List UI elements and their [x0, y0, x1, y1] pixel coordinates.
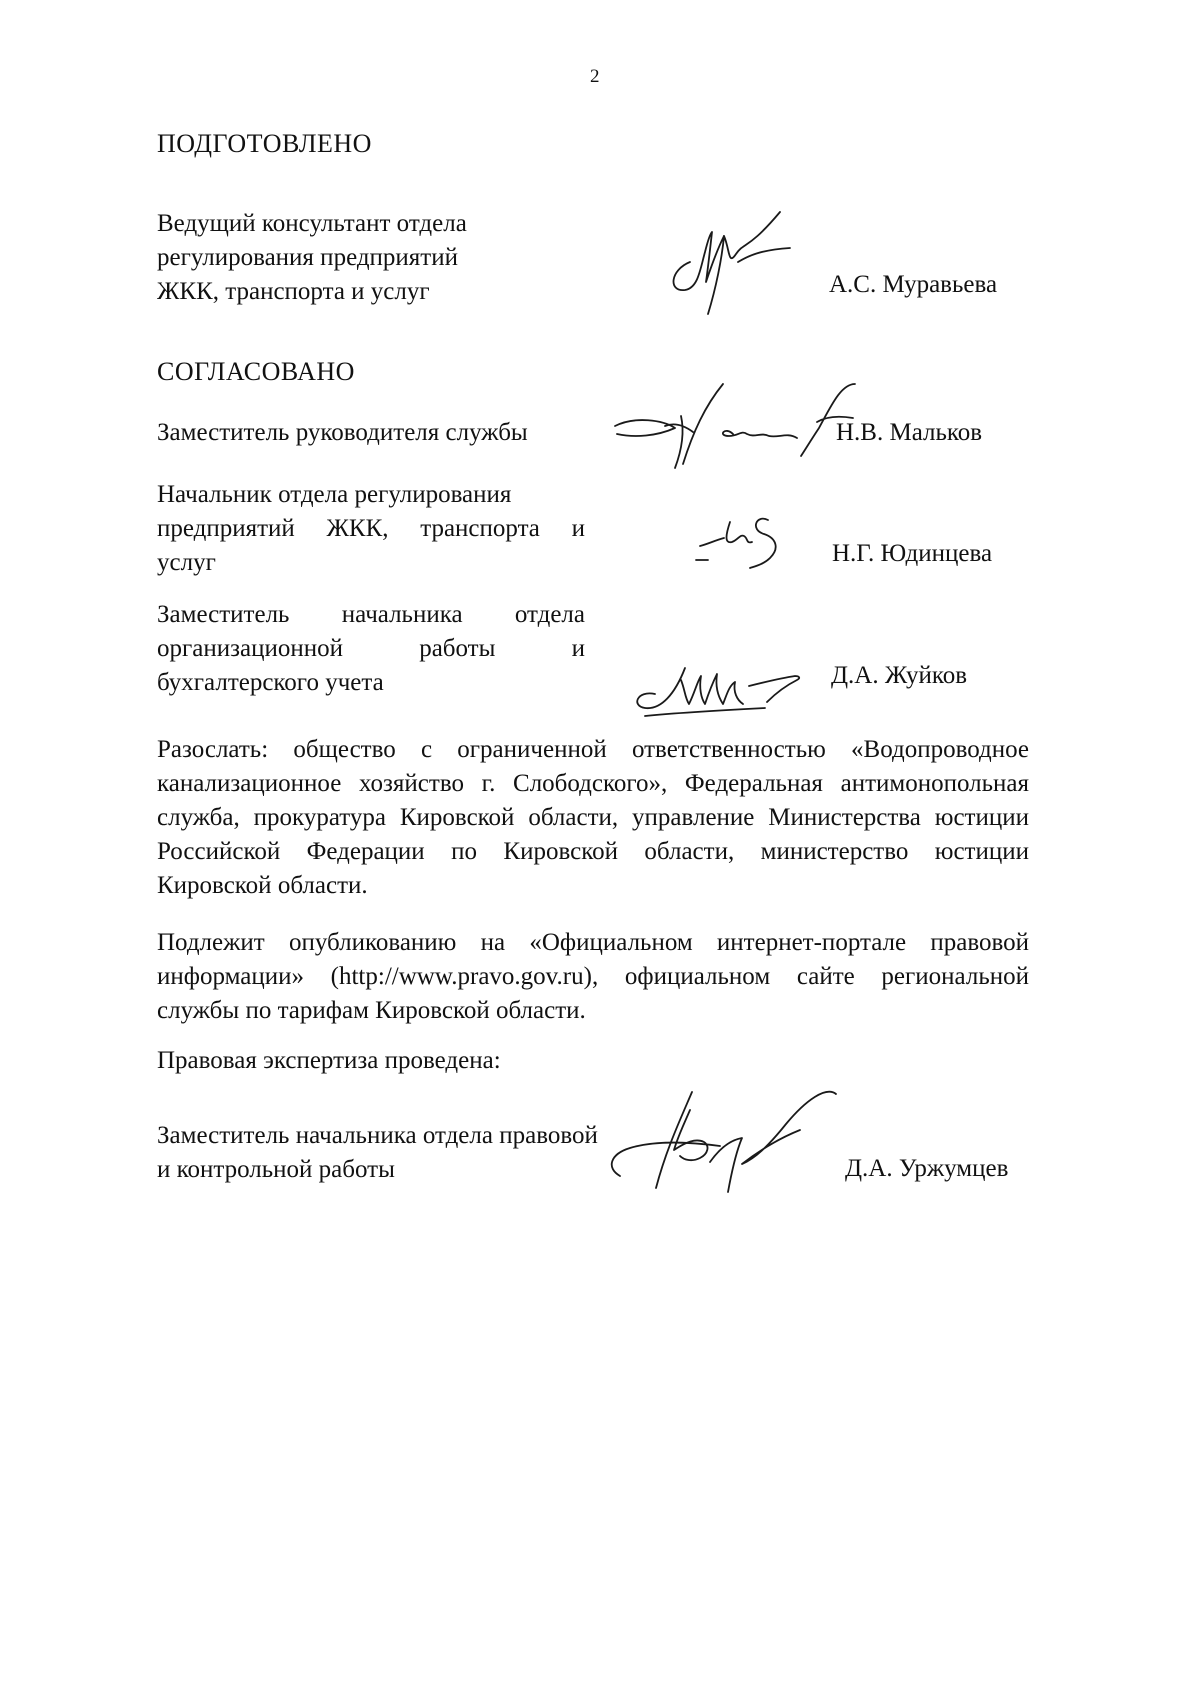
position-line: Заместитель начальника отдела	[157, 601, 585, 628]
distribution-line: служба, прокуратура Кировской области, управление Министерства юстиции	[157, 804, 1029, 831]
position-line: организационной работы и	[157, 635, 585, 662]
publication-line: Подлежит опубликованию на «Официальном интернет-портале правовой	[157, 929, 1029, 956]
prepared-position-line: Ведущий консультант отдела	[157, 210, 467, 237]
prepared-position-line: регулирования предприятий	[157, 244, 458, 271]
agreed-name-3: Д.А. Жуйков	[831, 662, 968, 689]
position-line: услуг	[157, 549, 216, 576]
legal-position-line: и контрольной работы	[157, 1156, 395, 1183]
publication-line: службы по тарифам Кировской области.	[157, 997, 586, 1024]
page-number: 2	[590, 66, 600, 87]
agreed-position-2	[157, 478, 585, 580]
legal-position-line: Заместитель начальника отдела правовой	[157, 1122, 598, 1149]
agreed-name-2: Н.Г. Юдинцева	[832, 540, 993, 567]
agreed-position-1: Заместитель руководителя службы	[157, 419, 528, 446]
agreed-heading: СОГЛАСОВАНО	[157, 357, 355, 386]
signature-malkov	[605, 376, 845, 476]
agreed-name-1: Н.В. Мальков	[836, 419, 983, 446]
distribution-line: Разослать: общество с ограниченной ответственностью «Водопроводное	[157, 736, 1029, 763]
publication-paragraph	[157, 926, 1029, 1028]
prepared-position	[157, 207, 467, 309]
legal-review-position	[157, 1119, 598, 1187]
distribution-line: канализационное хозяйство г. Слободского», Федеральная антимонопольная	[157, 770, 1029, 797]
prepared-heading: ПОДГОТОВЛЕНО	[157, 129, 372, 158]
signature-muravyeva	[660, 210, 800, 320]
signature-zhuikov	[625, 638, 835, 718]
position-line: Начальник отдела регулирования	[157, 481, 512, 508]
position-line: бухгалтерского учета	[157, 669, 384, 696]
legal-review-heading: Правовая экспертиза проведена:	[157, 1047, 501, 1074]
prepared-name: А.С. Муравьева	[829, 271, 998, 298]
publication-line: информации» (http://www.pravo.gov.ru), официальном сайте региональной	[157, 963, 1029, 990]
signature-yudintseva	[690, 500, 800, 580]
legal-review-name: Д.А. Уржумцев	[845, 1155, 1009, 1182]
distribution-paragraph	[157, 733, 1029, 903]
agreed-position-3	[157, 598, 585, 700]
position-line: предприятий ЖКК, транспорта и	[157, 515, 585, 542]
distribution-line: Российской Федерации по Кировской области, министерство юстиции	[157, 838, 1029, 865]
prepared-position-line: ЖКК, транспорта и услуг	[157, 278, 430, 305]
distribution-line: Кировской области.	[157, 872, 368, 899]
signature-urzhumtsev	[600, 1080, 850, 1200]
